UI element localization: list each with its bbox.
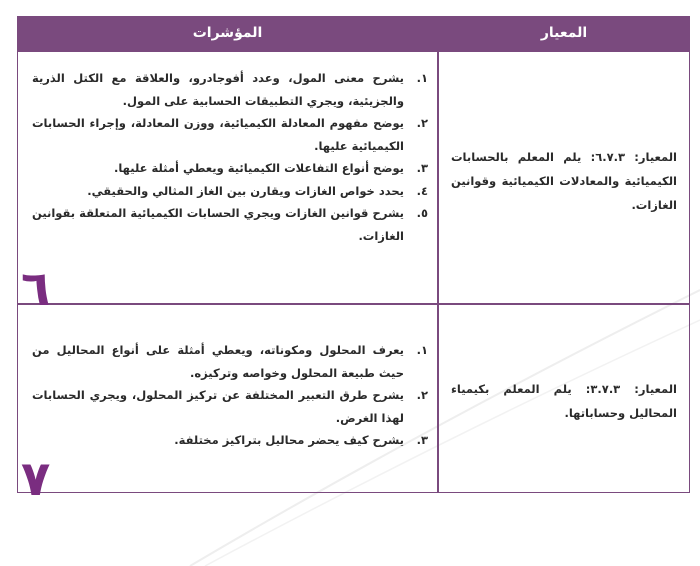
row-2-standard: المعيار: ٣.٧.٣: يلم المعلم بكيمياء المحاليل وحساباتها. bbox=[451, 382, 677, 420]
indicator-number: ١. bbox=[416, 71, 428, 85]
indicator-number: ٤. bbox=[416, 183, 428, 198]
indicator-text: يشرح معنى المول، وعدد أفوجادرو، والعلاقة مع الكتل الذرية والجزيئية، ويجري التطبيقات الحسابية على المول. bbox=[32, 71, 404, 108]
header-standard: المعيار bbox=[540, 25, 588, 41]
indicator-text: يشرح كيف يحضر محاليل بتراكيز مختلفة. bbox=[174, 433, 404, 447]
indicator-item bbox=[32, 339, 428, 384]
indicator-number: ٣. bbox=[416, 161, 428, 175]
indicator-text: يشرح قوانين الغازات ويجري الحسابات الكيميائية المتعلقة بقوانين الغازات. bbox=[32, 206, 404, 243]
header-bottom-border bbox=[18, 50, 689, 52]
indicator-text: يوضح مفهوم المعادلة الكيميائية، ووزن المعادلة، وإجراء الحسابات الكيميائية عليها. bbox=[32, 116, 404, 153]
indicator-item bbox=[32, 429, 428, 452]
indicator-number: ٣. bbox=[416, 433, 428, 447]
indicator-item bbox=[32, 157, 428, 180]
indicator-item bbox=[32, 180, 428, 203]
row-2-indicators bbox=[32, 339, 428, 452]
column-divider bbox=[437, 17, 439, 492]
indicator-number: ٢. bbox=[416, 116, 428, 130]
standards-table bbox=[17, 16, 690, 507]
row-1-standard: المعيار: ٦.٧.٣: يلم المعلم بالحسابات الكيميائية والمعادلات الكيميائية وقوانين الغازات. bbox=[451, 150, 677, 212]
indicator-text: يحدد خواص الغازات ويقارن بين الغاز المثالي والحقيقي. bbox=[87, 183, 404, 198]
indicator-number: ٢. bbox=[416, 388, 428, 402]
page-number-6: ٦ bbox=[21, 261, 51, 317]
row-1-indicators bbox=[32, 67, 428, 247]
header-indicators: المؤشرات bbox=[192, 25, 263, 41]
indicator-number: ٥. bbox=[416, 206, 428, 220]
page-number-7: ٧ bbox=[21, 451, 51, 507]
indicator-item bbox=[32, 202, 428, 247]
indicator-item bbox=[32, 112, 428, 157]
row-divider bbox=[18, 303, 689, 305]
indicator-item bbox=[32, 384, 428, 429]
indicator-item bbox=[32, 67, 428, 112]
indicator-text: يشرح طرق التعبير المختلفة عن تركيز المحلول، ويجري الحسابات لهذا الغرض. bbox=[32, 388, 404, 425]
table-header bbox=[18, 17, 689, 50]
indicator-number: ١. bbox=[416, 343, 428, 357]
indicator-text: يوضح أنواع التفاعلات الكيميائية ويعطي أمثلة عليها. bbox=[113, 161, 404, 175]
indicator-text: يعرف المحلول ومكوناته، ويعطي أمثلة على أنواع المحاليل من حيث طبيعة المحلول وخواصه وتركيزه. bbox=[32, 343, 404, 380]
